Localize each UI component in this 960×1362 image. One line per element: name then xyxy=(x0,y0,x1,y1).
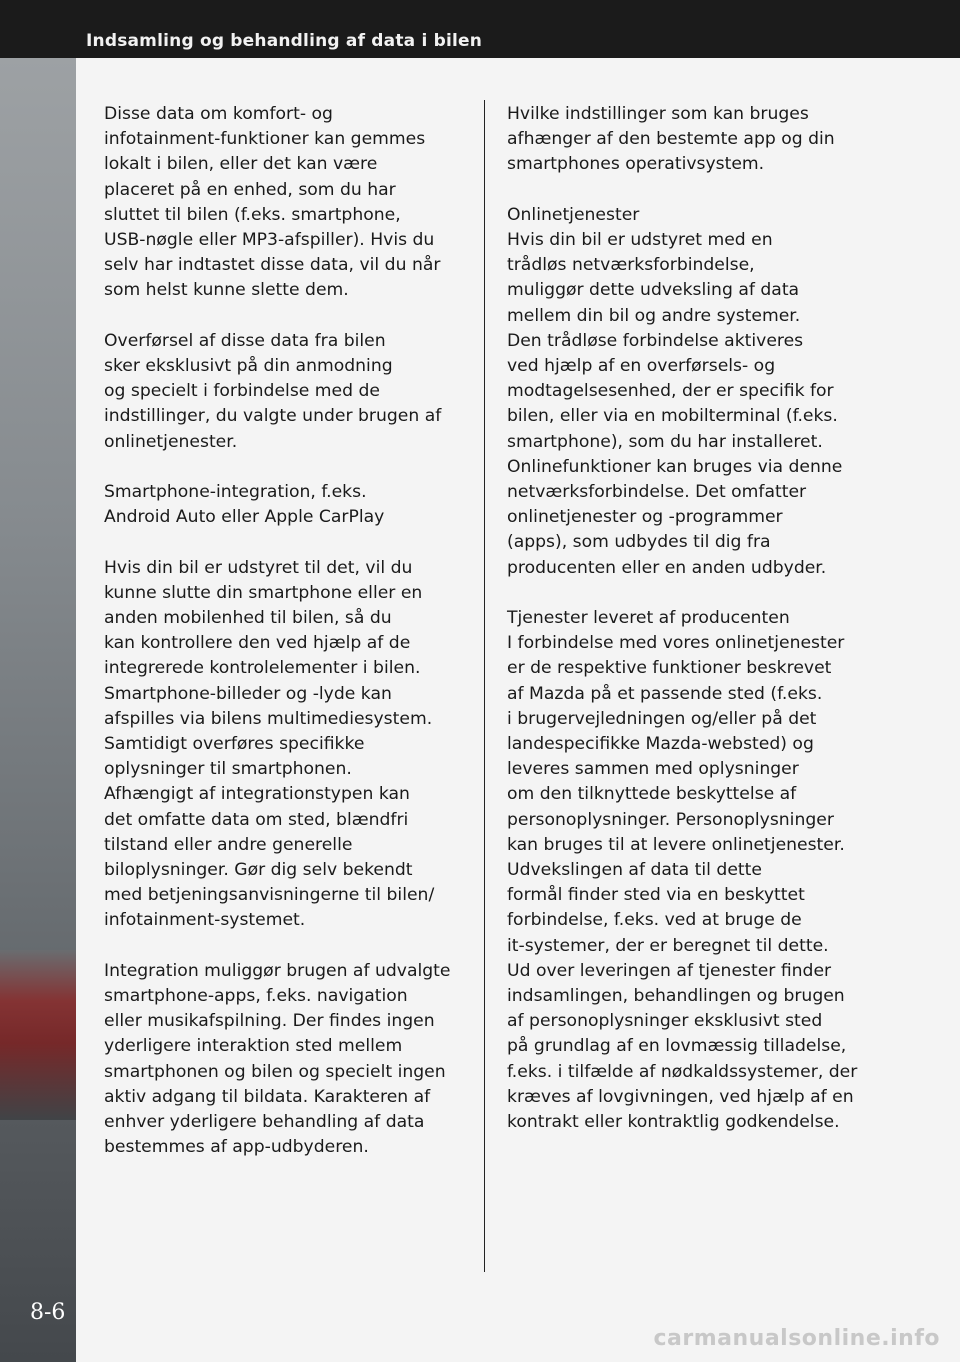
text-line: personoplysninger. Personoplysninger xyxy=(507,809,834,830)
side-car-image xyxy=(0,950,76,1120)
column-divider xyxy=(484,100,485,1272)
paragraph xyxy=(104,556,466,934)
text-line: I forbindelse med vores onlinetjenester xyxy=(507,633,845,654)
text-line: kan bruges til at levere onlinetjenester. xyxy=(507,834,845,855)
text-line: netværksforbindelse. Det omfatter xyxy=(507,482,807,503)
text-line: muliggør dette udveksling af data xyxy=(507,280,800,301)
text-line: i brugervejledningen og/eller på det xyxy=(507,708,817,729)
paragraph-gap xyxy=(104,455,466,480)
text-line: kunne slutte din smartphone eller en xyxy=(104,582,423,603)
text-line: af personoplysninger eksklusivt sted xyxy=(507,1011,823,1032)
text-line: afspilles via bilens multimediesystem. xyxy=(104,708,433,729)
text-line: smartphone-apps, f.eks. navigation xyxy=(104,986,408,1007)
text-line: Overførsel af disse data fra bilen xyxy=(104,330,386,351)
paragraph-gap xyxy=(104,304,466,329)
text-line: producenten eller en anden udbyder. xyxy=(507,557,827,578)
text-line: infotainment-funktioner kan gemmes xyxy=(104,129,426,150)
text-line: ved hjælp af en overførsels- og xyxy=(507,356,776,377)
right-column xyxy=(507,102,863,1135)
page-number: 8-6 xyxy=(30,1300,66,1325)
text-line: Den trådløse forbindelse aktiveres xyxy=(507,330,804,351)
paragraph xyxy=(507,606,863,1135)
text-line: indstillinger, du valgte under brugen af xyxy=(104,406,442,427)
text-line: landespecifikke Mazda-websted) og xyxy=(507,734,814,755)
text-line: leveres sammen med oplysninger xyxy=(507,759,799,780)
text-line: og specielt i forbindelse med de xyxy=(104,381,380,402)
text-line: integrerede kontrolelementer i bilen. xyxy=(104,658,421,679)
header-title: Indsamling og behandling af data i bilen xyxy=(86,31,483,51)
text-line: på grundlag af en lovmæssig tilladelse, xyxy=(507,1036,847,1057)
text-line: formål finder sted via en beskyttet xyxy=(507,885,805,906)
text-line: Android Auto eller Apple CarPlay xyxy=(104,507,385,528)
left-column xyxy=(104,102,466,1160)
text-line: selv har indtastet disse data, vil du når xyxy=(104,255,441,276)
text-line: Integration muliggør brugen af udvalgte xyxy=(104,960,451,981)
text-line: anden mobilenhed til bilen, så du xyxy=(104,608,392,629)
text-line: Samtidigt overføres specifikke xyxy=(104,734,365,755)
text-line: (apps), som udbydes til dig fra xyxy=(507,532,771,553)
text-line: forbindelse, f.eks. ved at bruge de xyxy=(507,910,802,931)
text-line: Udvekslingen af data til dette xyxy=(507,860,762,881)
text-line: det omfatte data om sted, blændfri xyxy=(104,809,409,830)
text-line: Onlinetjenester xyxy=(507,204,640,225)
text-line: eller musikafspilning. Der findes ingen xyxy=(104,1011,435,1032)
text-line: modtagelsesenhed, der er specifik for xyxy=(507,381,834,402)
text-line: Afhængigt af integrationstypen kan xyxy=(104,784,410,805)
text-line: Smartphone-integration, f.eks. xyxy=(104,482,367,503)
text-line: Tjenester leveret af producenten xyxy=(507,608,790,629)
text-line: af Mazda på et passende sted (f.eks. xyxy=(507,683,823,704)
text-line: infotainment-systemet. xyxy=(104,910,306,931)
text-line: om den tilknyttede beskyttelse af xyxy=(507,784,797,805)
text-line: sluttet til bilen (f.eks. smartphone, xyxy=(104,204,401,225)
text-line: onlinetjenester. xyxy=(104,431,238,452)
text-line: lokalt i bilen, eller det kan være xyxy=(104,154,378,175)
text-line: placeret på en enhed, som du har xyxy=(104,179,396,200)
text-line: tilstand eller andre generelle xyxy=(104,834,353,855)
paragraph-gap xyxy=(104,530,466,555)
text-line: bilen, eller via en mobilterminal (f.eks. xyxy=(507,406,838,427)
paragraph-gap xyxy=(507,178,863,203)
paragraph xyxy=(104,959,466,1161)
side-road-image xyxy=(0,1120,76,1362)
text-line: Hvilke indstillinger som kan bruges xyxy=(507,104,809,124)
text-line: kræves af lovgivningen, ved hjælp af en xyxy=(507,1086,854,1107)
page-header xyxy=(0,0,960,58)
text-line: aktiv adgang til bildata. Karakteren af xyxy=(104,1086,431,1107)
text-line: Smartphone-billeder og -lyde kan xyxy=(104,683,392,704)
text-line: kan kontrollere den ved hjælp af de xyxy=(104,633,411,654)
text-line: f.eks. i tilfælde af nødkaldssystemer, der xyxy=(507,1061,858,1082)
text-line: Disse data om komfort- og xyxy=(104,104,333,124)
text-line: oplysninger til smartphonen. xyxy=(104,759,352,780)
text-line: Onlinefunktioner kan bruges via denne xyxy=(507,456,843,477)
text-line: smartphonen og bilen og specielt ingen xyxy=(104,1061,446,1082)
text-line: Hvis din bil er udstyret med en xyxy=(507,230,773,250)
text-line: mellem din bil og andre systemer. xyxy=(507,305,801,326)
text-line: smartphones operativsystem. xyxy=(507,154,765,175)
text-line: bestemmes af app-udbyderen. xyxy=(104,1137,369,1158)
text-line: afhænger af den bestemte app og din xyxy=(507,129,835,150)
text-line: sker eksklusivt på din anmodning xyxy=(104,356,393,377)
text-line: yderligere interaktion sted mellem xyxy=(104,1036,403,1057)
paragraph xyxy=(507,203,863,581)
paragraph xyxy=(104,102,466,304)
text-line: it-systemer, der er beregnet til dette. xyxy=(507,935,829,956)
text-line: biloplysninger. Gør dig selv bekendt xyxy=(104,860,413,881)
text-line: onlinetjenester og -programmer xyxy=(507,507,783,528)
text-line: smartphone), som du har installeret. xyxy=(507,431,823,452)
paragraph-gap xyxy=(104,934,466,959)
watermark: carmanualsonline.info xyxy=(653,1326,940,1351)
text-line: trådløs netværksforbindelse, xyxy=(507,255,755,276)
paragraph xyxy=(104,329,466,455)
text-line: som helst kunne slette dem. xyxy=(104,280,349,301)
text-line: Ud over leveringen af tjenester finder xyxy=(507,960,832,981)
text-line: enhver yderligere behandling af data xyxy=(104,1112,425,1133)
paragraph-gap xyxy=(507,581,863,606)
text-line: er de respektive funktioner beskrevet xyxy=(507,658,832,679)
text-line: Hvis din bil er udstyret til det, vil du xyxy=(104,557,413,578)
text-line: med betjeningsanvisningerne til bilen/ xyxy=(104,885,435,906)
text-line: kontrakt eller kontraktlig godkendelse. xyxy=(507,1112,840,1133)
paragraph xyxy=(104,480,466,530)
paragraph xyxy=(507,102,863,178)
text-line: USB-nøgle eller MP3-afspiller). Hvis du xyxy=(104,230,435,251)
text-line: indsamlingen, behandlingen og brugen xyxy=(507,986,845,1007)
